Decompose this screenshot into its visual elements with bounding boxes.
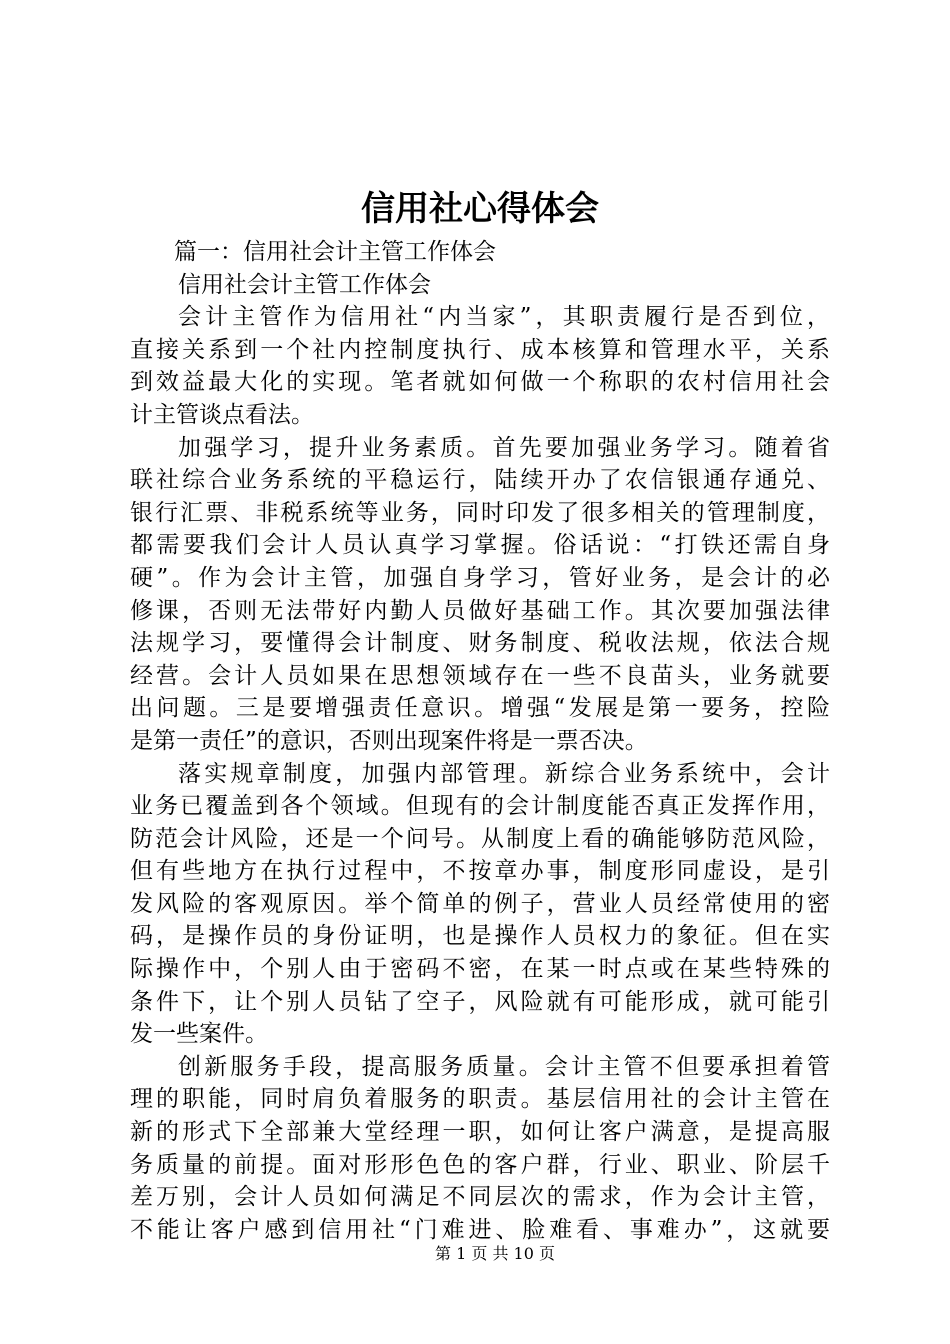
text-line: 但有些地方在执行过程中，不按章办事，制度形同虚设，是引 (130, 858, 830, 885)
text-line: 是第一责任”的意识，否则出现案件将是一票否决。 (130, 727, 648, 754)
section-heading: 篇一：信用社会计主管工作体会 (174, 239, 496, 265)
document-body (130, 236, 830, 1246)
text-line: 业务已覆盖到各个领域。但现有的会计制度能否真正发挥作用， (130, 793, 830, 820)
article-title: 信用社会计主管工作体会 (178, 271, 431, 298)
text-line: 出问题。三是要增强责任意识。增强“发展是第一要务，控险 (130, 695, 830, 722)
page-footer: 第 1 页 共 10 页 (435, 1244, 555, 1263)
text-line: 落实规章制度，加强内部管理。新综合业务系统中，会计 (178, 760, 830, 787)
text-line: 经营。会计人员如果在思想领域存在一些不良苗头，业务就要 (130, 662, 830, 689)
document-title: 信用社心得体会 (361, 189, 599, 229)
text-line: 联社综合业务系统的平稳运行，陆续开办了农信银通存通兑、 (130, 467, 830, 494)
text-line: 际操作中，个别人由于密码不密，在某一时点或在某些特殊的 (130, 956, 830, 983)
text-line: 修课，否则无法带好内勤人员做好基础工作。其次要加强法律 (130, 597, 830, 624)
text-line: 务质量的前提。面对形形色色的客户群，行业、职业、阶层千 (130, 1151, 830, 1178)
text-line: 加强学习，提升业务素质。首先要加强业务学习。随着省 (178, 434, 830, 461)
text-line: 码，是操作员的身份证明，也是操作人员权力的象征。但在实 (130, 923, 830, 950)
text-line: 发一些案件。 (130, 1021, 268, 1048)
text-line: 银行汇票、非税系统等业务，同时印发了很多相关的管理制度， (130, 499, 830, 526)
text-line: 都需要我们会计人员认真学习掌握。俗话说：“打铁还需自身 (130, 532, 830, 559)
text-line: 防范会计风险，还是一个问号。从制度上看的确能够防范风险， (130, 825, 830, 852)
text-line: 计主管谈点看法。 (130, 401, 314, 428)
text-line: 法规学习，要懂得会计制度、财务制度、税收法规，依法合规 (130, 630, 830, 657)
text-line: 条件下，让个别人员钻了空子，风险就有可能形成，就可能引 (130, 988, 830, 1015)
text-line: 理的职能，同时肩负着服务的职责。基层信用社的会计主管在 (130, 1086, 830, 1113)
text-line: 硬”。作为会计主管，加强自身学习，管好业务，是会计的必 (130, 564, 830, 591)
text-line: 发风险的客观原因。举个简单的例子，营业人员经常使用的密 (130, 890, 830, 917)
text-line: 新的形式下全部兼大堂经理一职，如何让客户满意，是提高服 (130, 1119, 830, 1146)
text-line: 会计主管作为信用社“内当家”，其职责履行是否到位， (178, 304, 830, 331)
text-line: 直接关系到一个社内控制度执行、成本核算和管理水平，关系 (130, 336, 830, 363)
text-line: 差万别，会计人员如何满足不同层次的需求，作为会计主管， (130, 1184, 830, 1211)
text-line: 创新服务手段，提高服务质量。会计主管不但要承担着管 (178, 1053, 830, 1080)
text-line: 到效益最大化的实现。笔者就如何做一个称职的农村信用社会 (130, 369, 830, 396)
text-line: 不能让客户感到信用社“门难进、脸难看、事难办”，这就要 (130, 1216, 830, 1243)
